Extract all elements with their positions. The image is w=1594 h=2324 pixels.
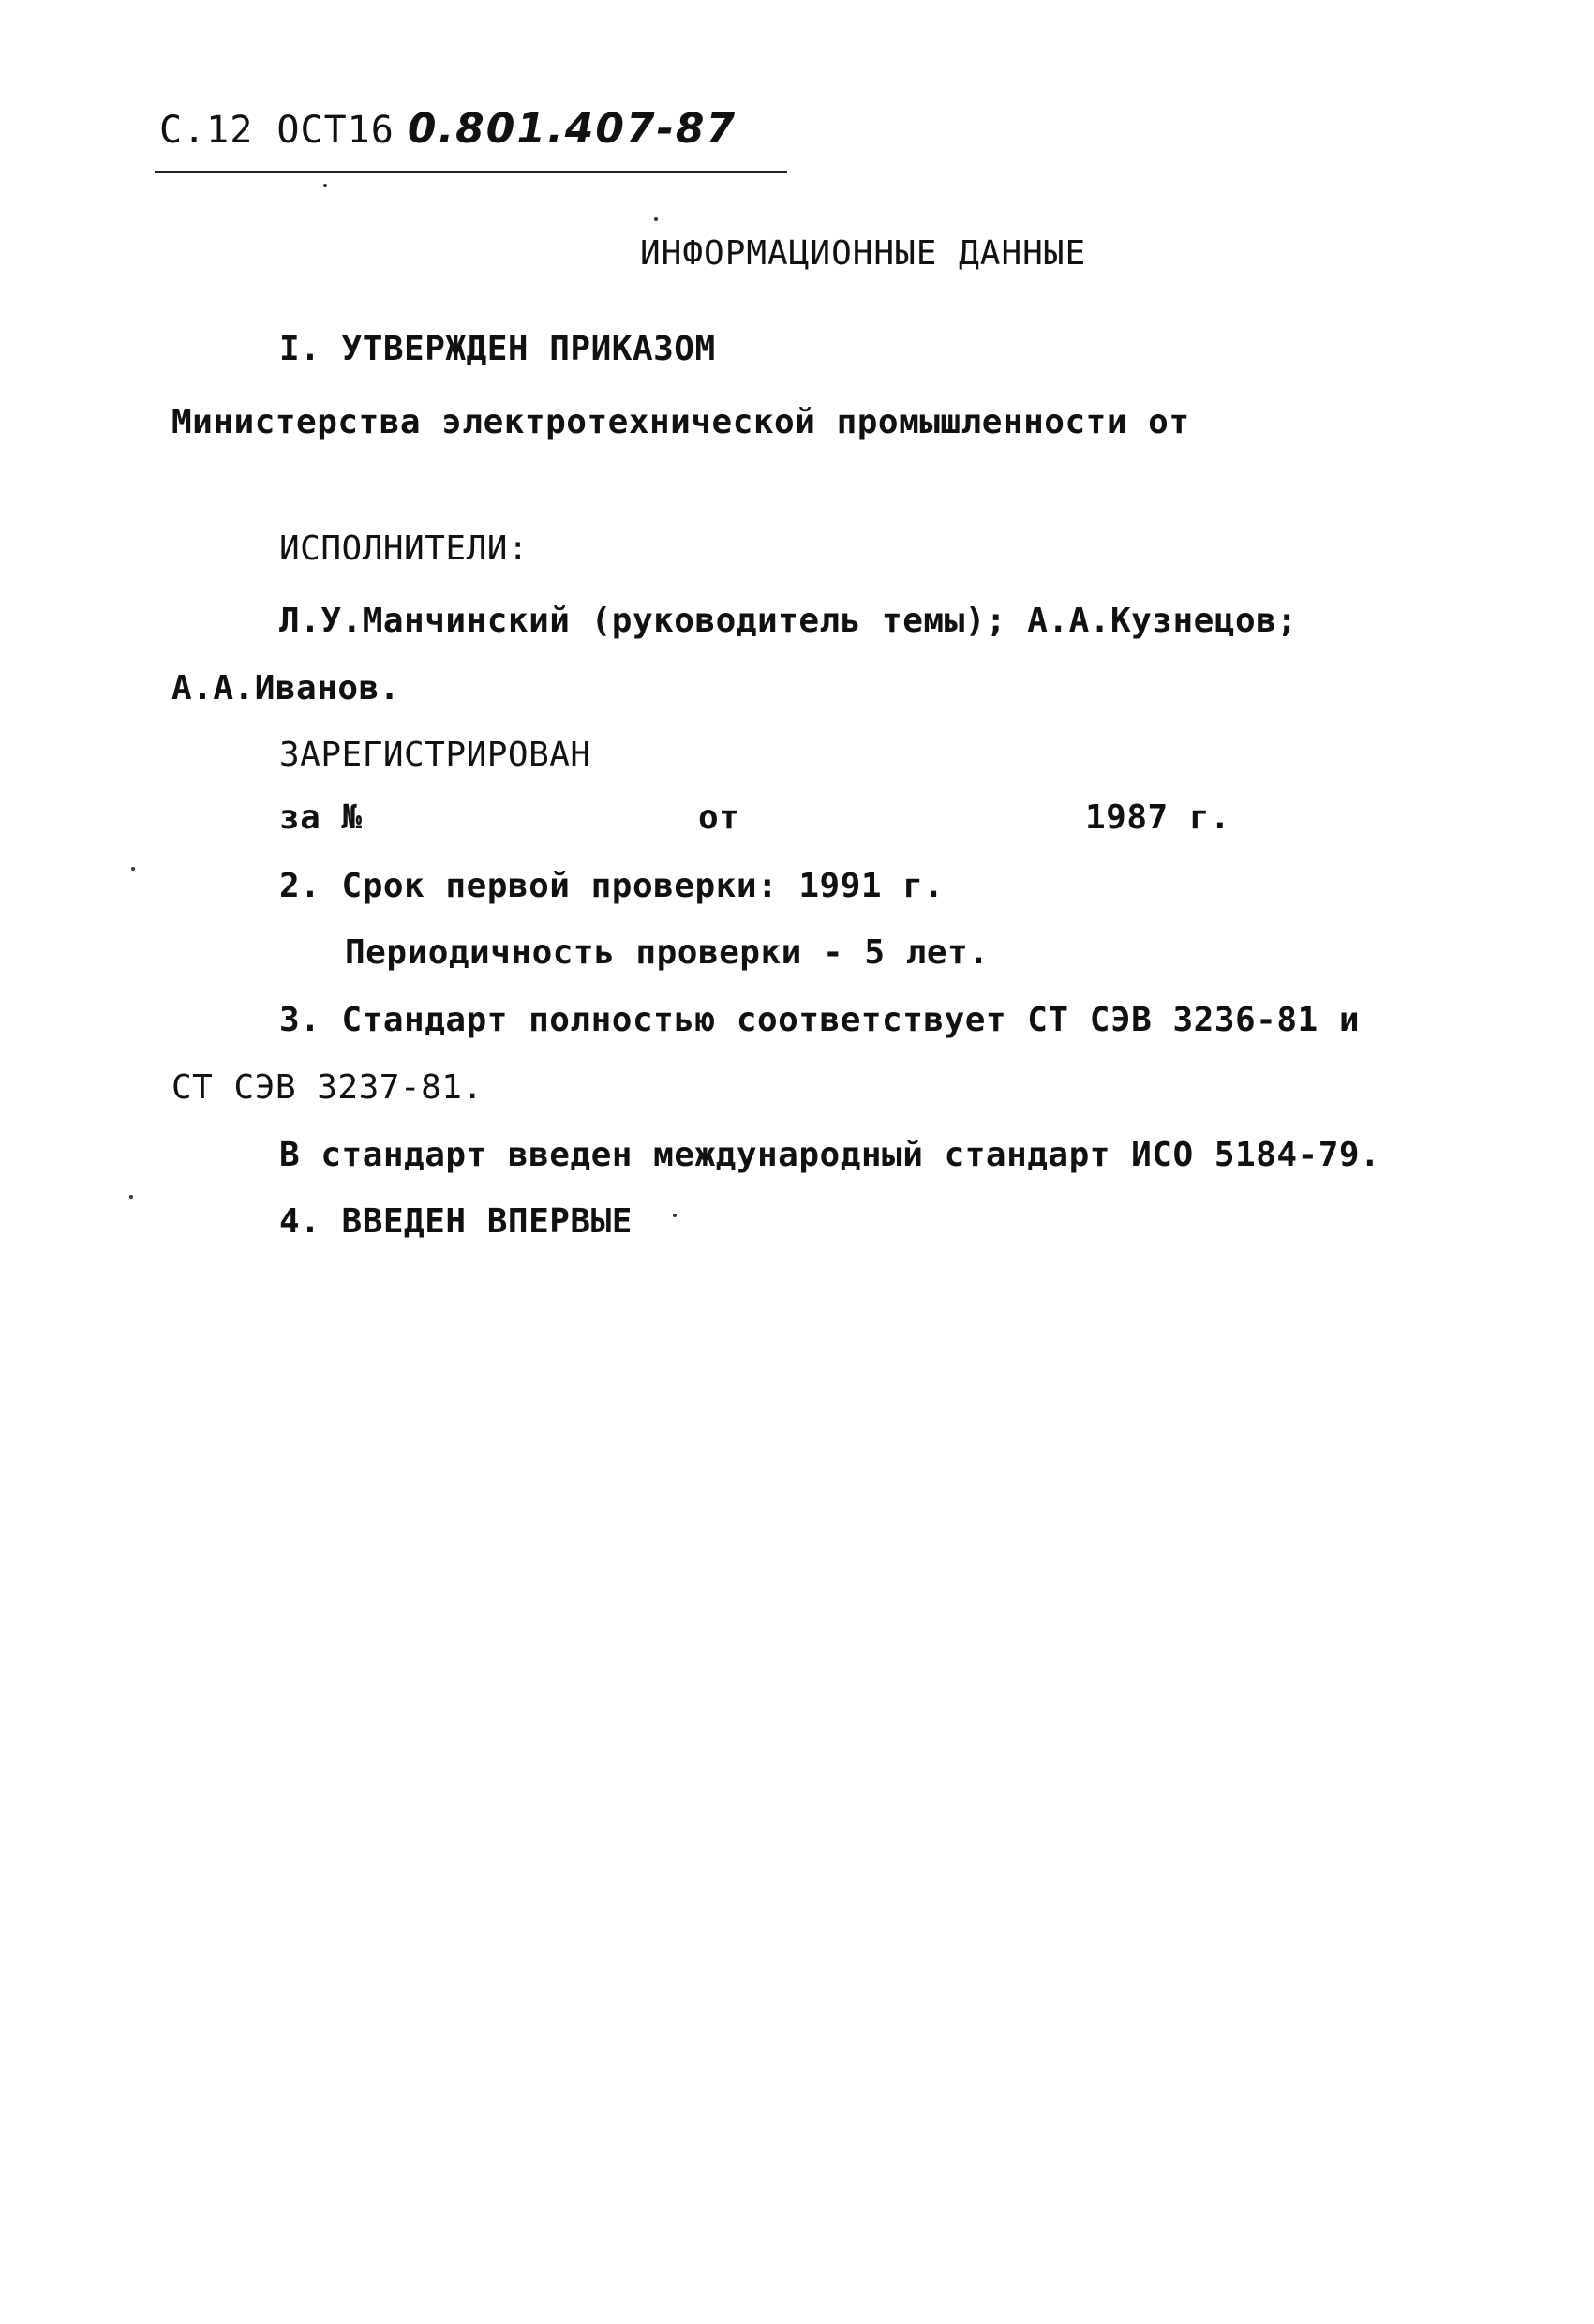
scan-speck (323, 184, 327, 187)
registration-date-label: от (698, 798, 740, 837)
performers-line-2: А.А.Иванов. (171, 669, 400, 708)
registration-number-label: за № (279, 798, 363, 837)
approval-heading: I. УТВЕРЖДЕН ПРИКАЗОМ (279, 330, 716, 368)
first-check-text: 2. Срок первой проверки: 1991 г. (279, 867, 945, 905)
registration-year: 1987 г. (1085, 798, 1231, 837)
performers-line-1: Л.У.Манчинский (руководитель темы); А.А.Кузнецов; (279, 602, 1298, 640)
iso-standard-text: В стандарт введен международный стандарт ИСО 5184-79. (279, 1136, 1381, 1174)
compliance-line-1: 3. Стандарт полностью соответствует СТ СЭВ 3236-81 и (279, 1001, 1361, 1039)
registered-label: ЗАРЕГИСТРИРОВАН (279, 736, 591, 774)
compliance-line-2: СТ СЭВ 3237-81. (171, 1068, 484, 1107)
document-header (159, 105, 737, 153)
standard-code: С.12 ОСТ16 (159, 109, 395, 152)
scan-speck (129, 1195, 133, 1199)
header-underline (155, 171, 787, 173)
handwritten-document-number: 0.801.407-87 (407, 105, 737, 153)
scan-speck (654, 217, 658, 221)
performers-label: ИСПОЛНИТЕЛИ: (279, 529, 529, 568)
introduced-first-text: 4. ВВЕДЕН ВПЕРВЫЕ (279, 1202, 633, 1241)
scan-speck (673, 1214, 677, 1217)
ministry-text: Министерства электротехнической промышленности от (171, 403, 1190, 441)
check-periodicity-text: Периодичность проверки - 5 лет. (345, 933, 990, 972)
scan-speck (131, 867, 135, 871)
page-title: ИНФОРМАЦИОННЫЕ ДАННЫЕ (640, 234, 1087, 273)
